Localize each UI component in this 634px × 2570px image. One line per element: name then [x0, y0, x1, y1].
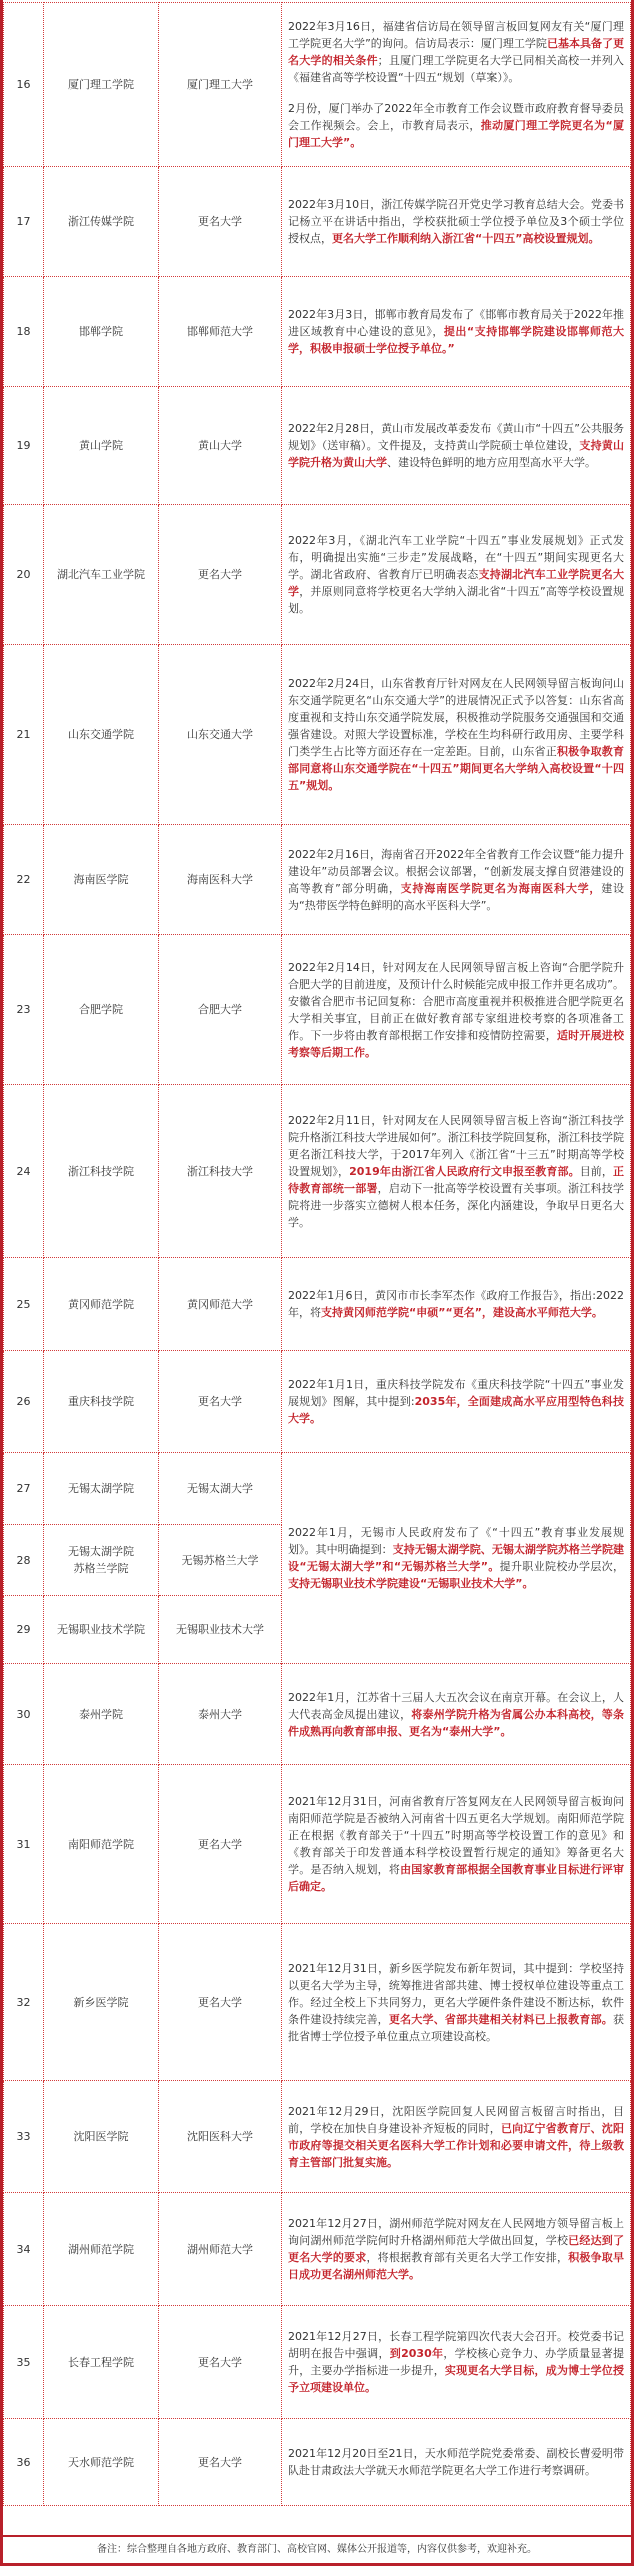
row-number: 26: [4, 1351, 44, 1453]
row-number: 19: [4, 387, 44, 505]
highlighted-text: 将泰州学院升格为省属公办本科高校，等条件成熟再向教育部申报、更名为“泰州大学”。: [288, 1707, 625, 1738]
school-name: 湖州师范学院: [44, 2193, 159, 2306]
table-row: [4, 387, 631, 505]
school-name: 山东交通学院: [44, 645, 159, 825]
progress-description: [282, 2306, 631, 2419]
university-renaming-table: [3, 2, 631, 2506]
row-number: 25: [4, 1258, 44, 1351]
target-name: 浙江科技大学: [159, 1085, 282, 1258]
target-name: 更名大学: [159, 2419, 282, 2506]
row-number: 36: [4, 2419, 44, 2506]
description-paragraph: [288, 675, 624, 794]
body-text: 2022年3月，《湖北汽车工业学院“十四五”事业发展规划》正式发布，明确提出实施“三步走”发展战略，在“十四五”期间实现更名大学。湖北省政府、省教育厅已明确表态: [288, 534, 624, 581]
body-text: ，学校核心竞争力、办学质量显著提升，主要办学指标进一步提升，: [288, 2347, 624, 2377]
row-number: 32: [4, 1924, 44, 2081]
target-name: 山东交通大学: [159, 645, 282, 825]
table-row: [4, 645, 631, 825]
highlighted-text: 已基本具备了更名大学的相关条件: [288, 37, 624, 67]
progress-description: [282, 1765, 631, 1924]
row-number: 28: [4, 1525, 44, 1596]
highlighted-text: 更名大学工作顺利纳入浙江省“十四五”高校设置规划。: [332, 232, 600, 245]
table-row: [4, 1664, 631, 1765]
body-text: 、建设特色鲜明的地方应用型高水平大学。: [387, 456, 596, 469]
row-number: 29: [4, 1596, 44, 1664]
school-name: 南阳师范学院: [44, 1765, 159, 1924]
highlighted-text: 支持湖北汽车工业学院更名大学: [288, 568, 625, 598]
progress-description: [282, 1453, 631, 1664]
description-paragraph: [288, 1524, 624, 1592]
table-row: [4, 2419, 631, 2506]
highlighted-text: 积极争取早日成功更名湖州师范大学。: [288, 2251, 625, 2281]
body-text: 目前，: [579, 1164, 614, 1178]
table-row: [4, 1765, 631, 1924]
highlighted-text: 支持黄山学院升格为黄山大学: [288, 439, 625, 469]
description-paragraph: [288, 1287, 624, 1321]
target-name: 泰州大学: [159, 1664, 282, 1765]
body-text: 2022年2月16日，海南省召开2022年全省教育工作会议暨“能力提升建设年”动员部署会议。根据会议部署，“创新发展支撑自贸港建设的高等教育”部分明确，: [288, 847, 624, 895]
table-row: [4, 3, 631, 167]
target-name: 黄冈师范大学: [159, 1258, 282, 1351]
description-paragraph: [288, 2445, 624, 2479]
body-text: 2021年12月29日，沈阳医学院回复人民网留言板留言时指出，目前，学校在加快自身建设补齐短板的同时，: [288, 2104, 624, 2135]
body-text: 2021年12月20日至21日，天水师范学院党委常委、副校长曹爱明带队赴甘肃政法大学就天水师范学院更名大学工作进行考察调研。: [288, 2447, 624, 2477]
description-paragraph: [288, 18, 624, 86]
body-text: 2021年12月31日，新乡医学院发布新年贺词，其中提到：学校坚持以更名大学为主导，统筹推进省部共建、博士授权单位建设等重点工作。经过全校上下共同努力，更名大学硬件条件建设不断达标，软件条件建设持续完善，: [288, 1961, 624, 2026]
highlighted-text: 由国家教育部根据全国教育事业目标进行评审后确定。: [288, 1863, 625, 1893]
body-text: ；且厦门理工学院更名大学已同相关高校一并列入《福建省高等学校设置“十四五“规划（草案）》。: [288, 54, 624, 84]
school-name: 无锡太湖学院: [44, 1453, 159, 1525]
progress-description: [282, 167, 631, 277]
progress-description: [282, 2193, 631, 2306]
school-name: 海南医学院: [44, 825, 159, 935]
progress-description: [282, 1664, 631, 1765]
table-row: [4, 1258, 631, 1351]
progress-description: [282, 3, 631, 167]
highlighted-text: 支持海南医学院更名为海南医科大学，: [400, 881, 602, 895]
body-text: 2022年2月11日，针对网友在人民网领导留言板上咨询“浙江科技学院升格浙江科技大学进展如何”。浙江科技学院回复称，浙江科技学院更名浙江科技大学，于2017年列入《浙江省“十三五”时期高等学校设置规划》，: [288, 1113, 624, 1178]
row-number: 34: [4, 2193, 44, 2306]
school-name-line: 无锡太湖学院: [68, 1545, 134, 1558]
table-row: [4, 2306, 631, 2419]
progress-description: [282, 1924, 631, 2081]
highlighted-text: 更名大学、省部共建相关材料已上报教育部。: [388, 2012, 614, 2026]
highlighted-text: 正待教育部统一部署: [288, 1164, 625, 1195]
row-number: 27: [4, 1453, 44, 1525]
row-number: 22: [4, 825, 44, 935]
table-row: [4, 505, 631, 645]
target-name: 无锡太湖大学: [159, 1453, 282, 1525]
body-text: ，并原则同意将学校更名大学纳入湖北省“十四五”高等学校设置规划。: [288, 585, 624, 615]
highlighted-text: 已经达到了更名大学的要求: [288, 2234, 624, 2264]
progress-description: [282, 825, 631, 935]
row-number: 21: [4, 645, 44, 825]
table-row: [4, 1924, 631, 2081]
school-name: 黄山学院: [44, 387, 159, 505]
progress-description: [282, 1085, 631, 1258]
body-text: 2022年3月3日，邯郸市教育局发布了《邯郸市教育局关于2022年推进区域教育中心建设的意见》，: [288, 308, 624, 338]
target-name: 更名大学: [159, 1924, 282, 2081]
progress-description: [282, 1258, 631, 1351]
target-name: 合肥大学: [159, 935, 282, 1085]
description-paragraph: [288, 2215, 624, 2283]
school-name: 合肥学院: [44, 935, 159, 1085]
row-number: 18: [4, 277, 44, 387]
body-text: 2022年3月16日，福建省信访局在领导留言板回复网友有关“厦门理工学院更名大学”的询问。信访局表示：厦门理工学院: [288, 20, 624, 50]
target-name: 黄山大学: [159, 387, 282, 505]
target-name: 更名大学: [159, 505, 282, 645]
table-row: [4, 1351, 631, 1453]
description-paragraph: [288, 1689, 624, 1740]
body-text: ，将根据教育部有关更名大学工作安排，: [366, 2251, 569, 2264]
highlighted-text: 支持黄冈师范学院“申硕”“更名”，建设高水平师范大学。: [321, 1306, 603, 1319]
table-row: [4, 935, 631, 1085]
row-number: 16: [4, 3, 44, 167]
body-text: 2022年2月24日，山东省教育厅针对网友在人民网领导留言板询问山东交通学院更名“山东交通大学”的进展情况正式予以答复：山东省高度重视和支持山东交通学院发展，积极推动学院服务交通强国和交通强省建设。对照大学设置标准，学校在生均科研行政用房、主要学科门类学生占比等方面还存在一定差距。目前，山东省正: [288, 677, 624, 758]
description-paragraph: [288, 1376, 624, 1427]
description-paragraph: [288, 532, 624, 617]
body-text: 2021年12月31日，河南省教育厅答复网友在人民网领导留言板询问南阳师范学院是否被纳入河南省十四五更名大学规划。南阳师范学院正在根据《教育部关于“十四五”时期高等学校设置工作的意见》和《教育部关于印发普通本科学校设置暂行规定的通知》筹备更名大学。是否纳入规划，将: [288, 1795, 624, 1876]
school-name: 新乡医学院: [44, 1924, 159, 2081]
body-text: 2021年12月27日，湖州师范学院对网友在人民网地方领导留言板上询问湖州师范学院何时升格湖州师范大学做出回复，学校: [288, 2217, 624, 2247]
table-row: [4, 1453, 631, 1525]
target-name: 湖州师范大学: [159, 2193, 282, 2306]
body-text: 2022年2月28日，黄山市发展改革委发布《黄山市“十四五”公共服务规划》（送审稿）。文件提及，支持黄山学院硕士单位建设，: [288, 422, 624, 452]
row-number: 17: [4, 167, 44, 277]
school-name: 泰州学院: [44, 1664, 159, 1765]
school-name: 邯郸学院: [44, 277, 159, 387]
target-name: 更名大学: [159, 1351, 282, 1453]
highlighted-text: 实现更名大学目标，成为博士学位授予立项建设单位。: [288, 2364, 625, 2394]
table-row: [4, 1085, 631, 1258]
description-paragraph: [288, 959, 624, 1061]
progress-description: [282, 387, 631, 505]
description-paragraph: [288, 2103, 624, 2171]
school-name: 天水师范学院: [44, 2419, 159, 2506]
body-text: 2022年1月1日，重庆科技学院发布《重庆科技学院“十四五”事业发展规划》图解，其中提到:: [288, 1378, 624, 1408]
progress-description: [282, 505, 631, 645]
school-name: 浙江传媒学院: [44, 167, 159, 277]
table-row: [4, 2193, 631, 2306]
highlighted-text: 推动厦门理工学院更名为“厦门理工大学”。: [288, 119, 625, 149]
school-name: 厦门理工学院: [44, 3, 159, 167]
progress-description: [282, 935, 631, 1085]
school-name-line: 苏格兰学院: [73, 1562, 129, 1575]
description-paragraph: [288, 420, 624, 471]
highlighted-text: 2019年由浙江省人民政府行文申报至教育部。: [349, 1164, 580, 1178]
body-text: 建设为“热带医学特色鲜明的高水平医科大学”。: [288, 881, 625, 912]
school-name: 黄冈师范学院: [44, 1258, 159, 1351]
progress-description: [282, 2419, 631, 2506]
description-paragraph: [288, 2328, 624, 2396]
target-name: 邯郸师范大学: [159, 277, 282, 387]
description-paragraph: [288, 306, 624, 357]
highlighted-text: 积极争取教育部同意将山东交通学院在“十四五”期间更名大学纳入高校设置“十四五”规划。: [288, 745, 625, 792]
target-name: 无锡职业技术大学: [159, 1596, 282, 1664]
school-name: [44, 1525, 159, 1596]
school-name: 无锡职业技术学院: [44, 1596, 159, 1664]
row-number: 33: [4, 2081, 44, 2193]
row-number: 35: [4, 2306, 44, 2419]
progress-description: [282, 645, 631, 825]
progress-description: [282, 277, 631, 387]
table-row: [4, 167, 631, 277]
row-number: 24: [4, 1085, 44, 1258]
row-number: 30: [4, 1664, 44, 1765]
body-text: 2021年12月27日，长春工程学院第四次代表大会召开。校党委书记胡明在报告中强调，: [288, 2330, 624, 2360]
row-number: 23: [4, 935, 44, 1085]
school-name: 浙江科技学院: [44, 1085, 159, 1258]
highlighted-text: 2035年，全面建成高水平应用型特色科技大学。: [288, 1395, 624, 1425]
highlighted-text: 提出“支持邯郸学院建设邯郸师范大学，积极申报硕士学位授予单位。”: [288, 325, 624, 355]
body-text: ，启动下一批高等学校设置有关事项。浙江科技学院将进一步落实立德树人根本任务，深化内涵建设，争取早日更名大学。: [288, 1181, 624, 1229]
progress-description: [282, 2081, 631, 2193]
body-text: 2022年2月14日，针对网友在人民网领导留言板上咨询“合肥学院升合肥大学的目前进度，及预计什么时候能完成申报工作并更名成功”。安徽省合肥市书记回复称：合肥市高度重视并积极推进合肥学院更名大学相关事宜，目前正在做好教育部专家组进校考察的各项准备工作。下一步将由教育部根据工作安排和疫情防控需要，: [288, 960, 624, 1042]
school-name: 湖北汽车工业学院: [44, 505, 159, 645]
target-name: 更名大学: [159, 167, 282, 277]
body-text: 获批省博士学位授予单位重点立项建设高校。: [288, 2012, 625, 2043]
target-name: 无锡苏格兰大学: [159, 1525, 282, 1596]
body-text: 2月份，厦门举办了2022年全市教育工作会议暨市政府教育督导委员会工作视频会。会上，市教育局表示，: [288, 102, 624, 132]
school-name: 沈阳医学院: [44, 2081, 159, 2193]
body-text: 2022年1月，江苏省十三届人大五次会议在南京开幕。在会议上，人大代表高金凤提出建议，: [288, 1690, 624, 1721]
school-name: 长春工程学院: [44, 2306, 159, 2419]
highlighted-text: 支持无锡职业技术学院建设“无锡职业技术大学”。: [288, 1577, 534, 1590]
row-number: 31: [4, 1765, 44, 1924]
description-paragraph: [288, 1112, 624, 1231]
description-paragraph: [288, 1793, 624, 1895]
target-name: 海南医科大学: [159, 825, 282, 935]
row-number: 20: [4, 505, 44, 645]
description-paragraph: [288, 1960, 624, 2045]
body-text: 2022年3月10日，浙江传媒学院召开党史学习教育总结大会。党委书记杨立平在讲话中指出，学校获批硕士学位授予单位及3个硕士学位授权点，: [288, 198, 624, 245]
table-row: [4, 2081, 631, 2193]
body-text: 提升职业院校办学层次，: [499, 1560, 624, 1573]
target-name: 沈阳医科大学: [159, 2081, 282, 2193]
highlighted-text: 支持无锡太湖学院、无锡太湖学院苏格兰学院建设“无锡太湖大学”和“无锡苏格兰大学”。: [288, 1543, 625, 1573]
table-row: [4, 825, 631, 935]
target-name: 更名大学: [159, 2306, 282, 2419]
description-paragraph: [288, 846, 624, 914]
school-name: 重庆科技学院: [44, 1351, 159, 1453]
footer-note: 备注：综合整理自各地方政府、教育部门、高校官网、媒体公开报道等，内容仅供参考，欢迎补充。: [0, 2535, 634, 2566]
progress-description: [282, 1351, 631, 1453]
highlighted-text: 已向辽宁省教育厅、沈阳市政府等提交相关更名医科大学工作计划和必要申请文件，待上级教育主管部门批复实施。: [288, 2121, 625, 2169]
description-paragraph: [288, 196, 624, 247]
highlighted-text: 适时开展进校考察等后期工作。: [288, 1028, 625, 1059]
target-name: 更名大学: [159, 1765, 282, 1924]
table-row: [4, 277, 631, 387]
body-text: 2022年1月，无锡市人民政府发布了《“十四五”教育事业发展规划》。其中明确提到：: [288, 1526, 624, 1556]
highlighted-text: 到2030年: [389, 2347, 444, 2360]
description-paragraph: [288, 100, 624, 151]
body-text: 2022年1月6日，黄冈市市长李军杰作《政府工作报告》，指出:2022年，将: [288, 1289, 624, 1319]
target-name: 厦门理工大学: [159, 3, 282, 167]
